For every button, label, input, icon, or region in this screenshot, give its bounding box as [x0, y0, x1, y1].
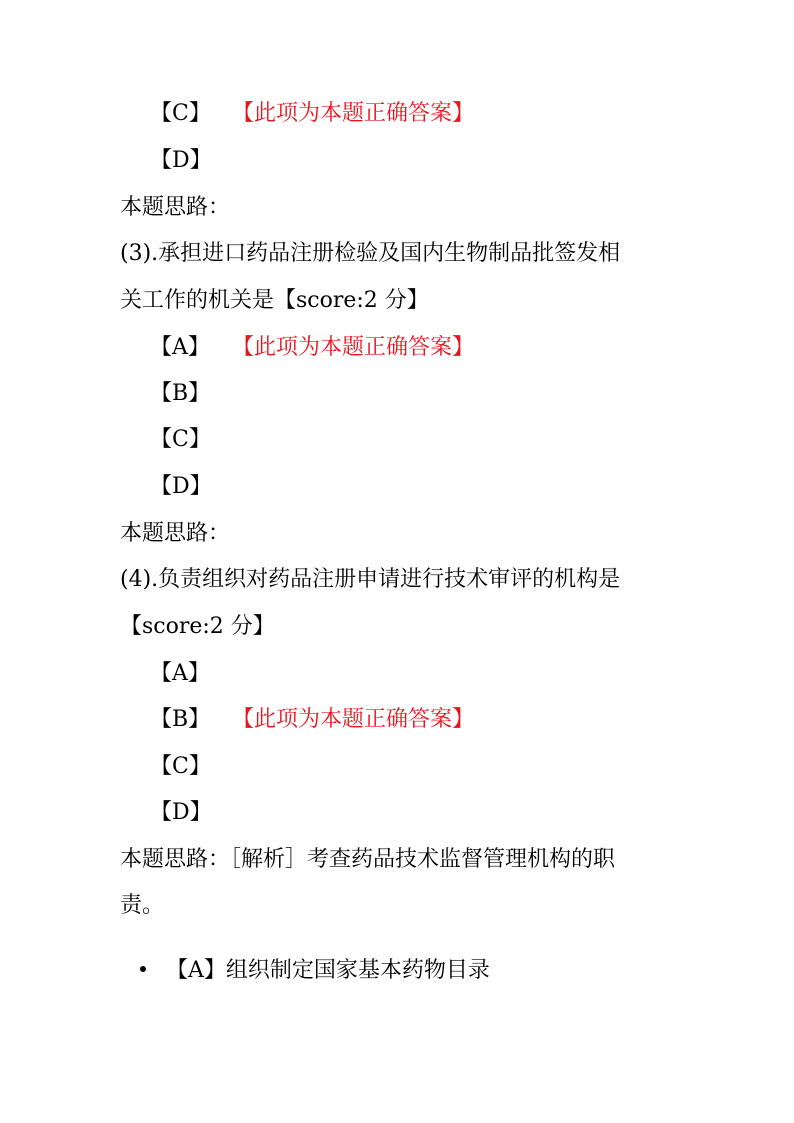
option-d	[150, 799, 232, 827]
analysis-label: 本题思路：	[120, 195, 231, 220]
analysis-label: 本题思路：	[120, 521, 231, 546]
option-b	[150, 380, 232, 408]
analysis-text: 本题思路：［解析］考查药品技术监督管理机构的职	[120, 847, 616, 872]
option-c	[150, 100, 474, 128]
option-label: 【D】	[150, 148, 212, 173]
option-label: 【B】	[150, 707, 211, 732]
correct-answer-note: 【此项为本题正确答案】	[232, 101, 475, 126]
question-stem-cont: 关工作的机关是【score:2 分】	[120, 288, 429, 313]
option-label: 【A】	[150, 335, 210, 360]
option-label: 【B】	[150, 381, 211, 406]
option-label: 【D】	[150, 474, 212, 499]
option-c	[150, 426, 232, 454]
option-label: 【C】	[150, 101, 211, 126]
question-stem: (4).负责组织对药品注册申请进行技术审评的机构是	[120, 567, 621, 592]
list-item-text: 【A】组织制定国家基本药物目录	[166, 958, 490, 983]
option-a	[150, 334, 474, 362]
option-b	[150, 706, 474, 734]
question-stem-cont: 【score:2 分】	[120, 614, 275, 639]
option-a	[150, 660, 232, 688]
option-label: 【C】	[150, 754, 211, 779]
bullet-icon	[140, 966, 146, 972]
option-label: 【D】	[150, 800, 212, 825]
list-item	[140, 957, 490, 985]
option-d	[150, 473, 232, 501]
option-label: 【C】	[150, 427, 211, 452]
question-stem: (3).承担进口药品注册检验及国内生物制品批签发相	[120, 241, 621, 266]
option-label: 【A】	[150, 661, 210, 686]
analysis-text-cont: 责。	[120, 893, 165, 918]
option-c	[150, 753, 232, 781]
correct-answer-note: 【此项为本题正确答案】	[232, 707, 475, 732]
correct-answer-note: 【此项为本题正确答案】	[232, 335, 475, 360]
option-d	[150, 147, 232, 175]
